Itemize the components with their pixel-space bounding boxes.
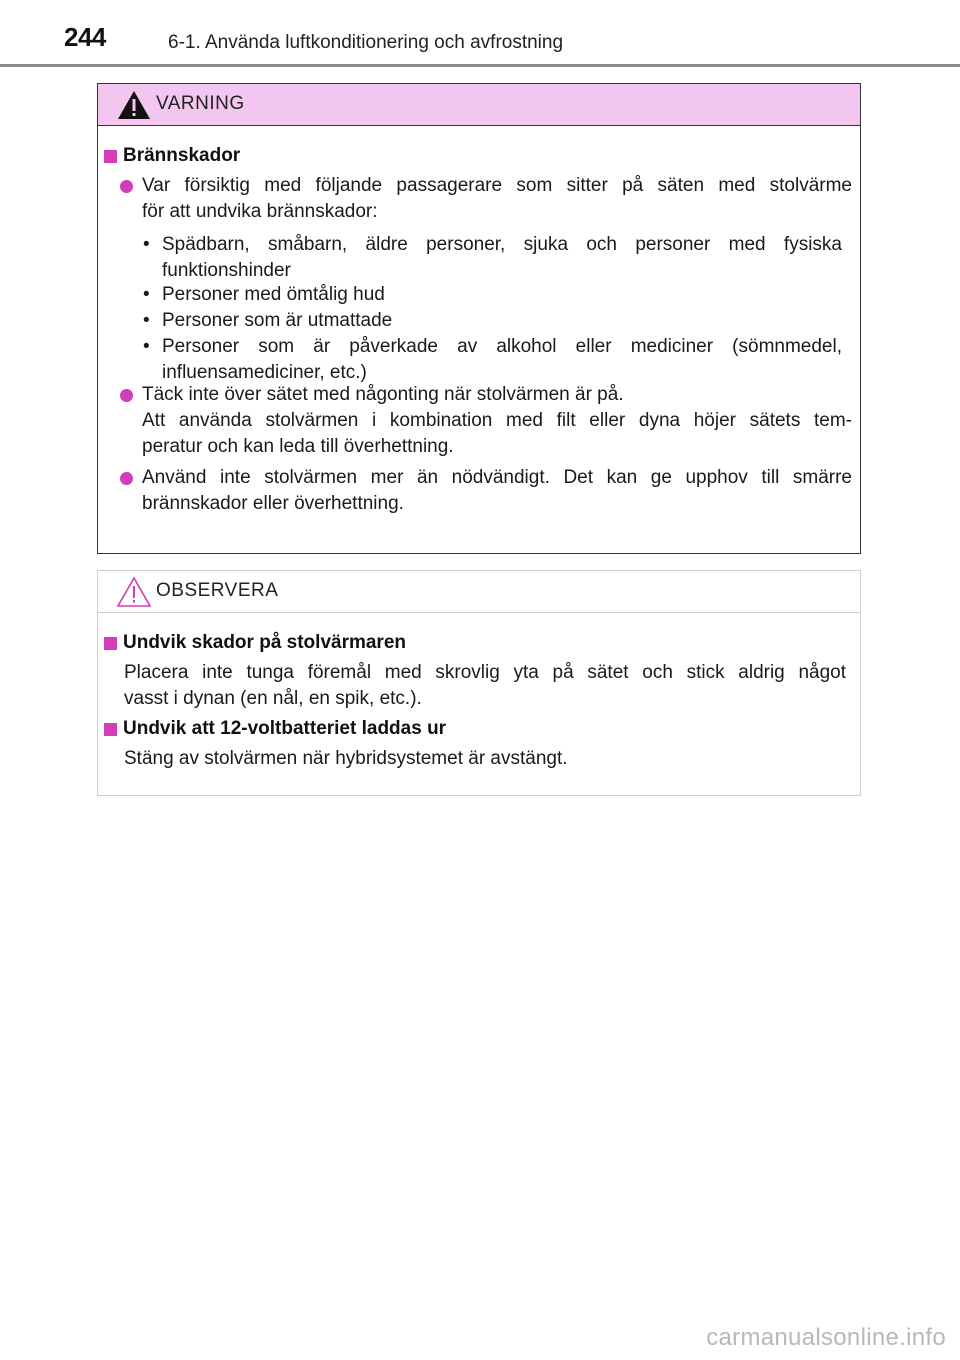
notice-label: OBSERVERA xyxy=(156,580,279,601)
sub-list-item: • Personer som är utmattade xyxy=(143,308,842,334)
notice-heading xyxy=(102,716,446,742)
notice-box xyxy=(97,570,861,796)
circle-bullet-icon xyxy=(120,472,133,485)
item-line: för att undvika brännskador: xyxy=(142,201,378,222)
notice-heading-text: Undvik att 12-voltbatteriet laddas ur xyxy=(123,718,447,739)
square-bullet-icon xyxy=(104,637,117,650)
warning-box xyxy=(97,83,861,554)
watermark: carmanualsonline.info xyxy=(706,1324,946,1351)
paragraph-line: vasst i dynan (en nål, en spik, etc.). xyxy=(124,688,422,709)
warning-heading-text: Brännskador xyxy=(123,145,241,166)
sub-list-text: Spädbarn, småbarn, äldre personer, sjuka och personer med fysiska funktionshinder xyxy=(162,234,842,281)
notice-paragraph xyxy=(124,746,846,772)
circle-bullet-icon xyxy=(120,389,133,402)
list-item xyxy=(120,382,852,460)
item-line: peratur och kan leda till överhettning. xyxy=(142,436,454,457)
item-line: brännskador eller överhettning. xyxy=(142,493,404,514)
square-bullet-icon xyxy=(104,723,117,736)
item-line: Var försiktig med följande passagerare som sitter på säten med stolvärme xyxy=(142,175,852,196)
list-item xyxy=(120,465,852,517)
notice-heading-text: Undvik skador på stolvärmaren xyxy=(123,632,406,653)
sub-list-item: • Personer med ömtålig hud xyxy=(143,282,842,308)
sub-list-item: • Personer som är påverkade av alkohol eller mediciner (sömnmedel, influensamediciner, etc.) xyxy=(143,334,842,386)
notice-paragraph xyxy=(124,660,846,712)
paragraph-line: Stäng av stolvärmen när hybridsystemet är avstängt. xyxy=(124,748,568,769)
caution-triangle-icon xyxy=(116,575,152,609)
warning-label: VARNING xyxy=(156,93,245,114)
section-title: 6-1. Använda luftkonditionering och avfrostning xyxy=(168,32,564,53)
warning-header xyxy=(98,84,860,126)
page-number: 244 xyxy=(64,22,106,52)
sub-list-text: Personer som är utmattade xyxy=(162,310,393,331)
item-line: Använd inte stolvärmen mer än nödvändigt. Det kan ge upphov till smärre xyxy=(142,467,852,488)
item-line: Att använda stolvärmen i kombination med filt eller dyna höjer sätets tem- xyxy=(142,410,852,431)
circle-bullet-icon xyxy=(120,180,133,193)
square-bullet-icon xyxy=(104,150,117,163)
warning-heading xyxy=(102,143,240,169)
item-line: Täck inte över sätet med någonting när stolvärmen är på. xyxy=(142,384,624,405)
notice-heading xyxy=(102,630,406,656)
notice-header xyxy=(98,571,860,613)
sub-list-text: Personer som är påverkade av alkohol eller mediciner (sömnmedel, influensamediciner, etc.) xyxy=(162,336,842,383)
sub-list-text: Personer med ömtålig hud xyxy=(162,284,385,305)
sub-list-item: • Spädbarn, småbarn, äldre personer, sjuka och personer med fysiska funktionshinder xyxy=(143,232,842,284)
warning-triangle-icon xyxy=(116,88,152,122)
list-item xyxy=(120,173,852,225)
header-divider xyxy=(0,64,960,67)
paragraph-line: Placera inte tunga föremål med skrovlig yta på sätet och stick aldrig något xyxy=(124,662,846,683)
page-header xyxy=(0,0,960,70)
